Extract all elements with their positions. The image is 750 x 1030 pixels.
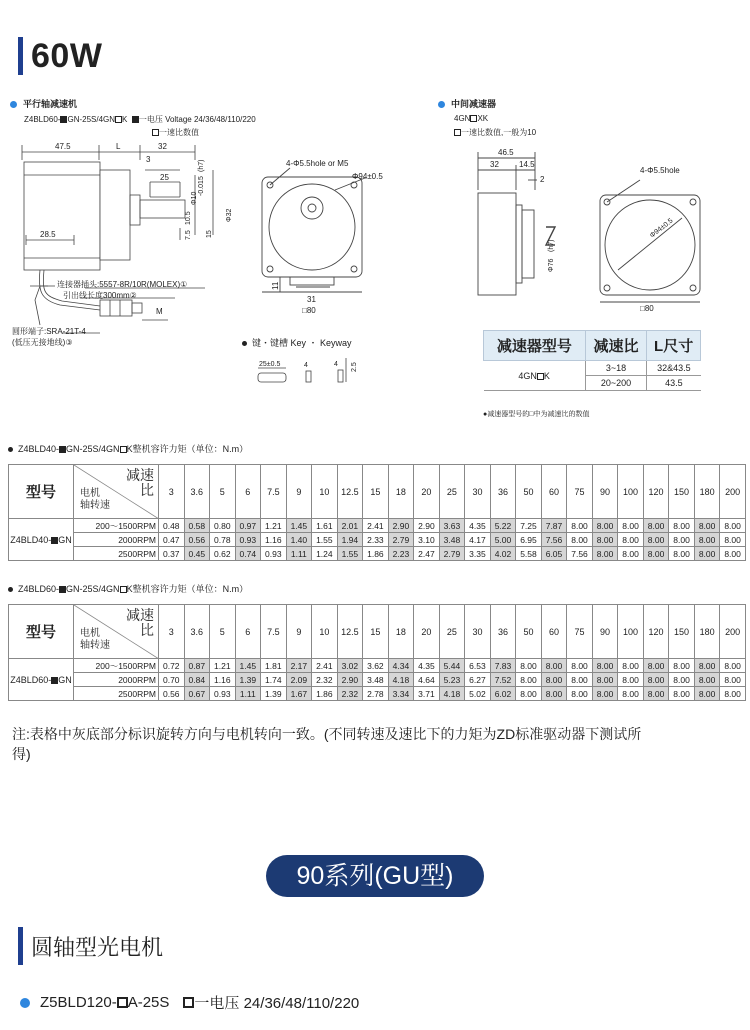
torque-cell: 8.00 <box>694 547 720 561</box>
torque-cell: 8.00 <box>592 673 618 687</box>
ratio-header: 100 <box>618 465 644 519</box>
torque-cell: 2.41 <box>363 519 389 533</box>
torque-cell: 6.05 <box>541 547 567 561</box>
torque-cell: 2.90 <box>414 519 440 533</box>
torque-cell: 2.23 <box>388 547 414 561</box>
torque-cell: 0.84 <box>184 673 210 687</box>
reducer-table <box>483 330 701 391</box>
dim-phi10-fit: (h7) <box>198 159 205 172</box>
key-dim-4b: 4 <box>334 361 338 368</box>
footer-model-line: Z5BLD120- A-25S 一电压 24/36/48/110/220 <box>20 992 359 1013</box>
torque-cell: 8.00 <box>567 687 593 701</box>
torque-cell: 5.22 <box>490 519 516 533</box>
terminal-note: (低压无接地线)③ <box>12 338 73 347</box>
torque-cell: 8.00 <box>567 659 593 673</box>
torque-cell: 3.62 <box>363 659 389 673</box>
torque-cell: 8.00 <box>720 519 746 533</box>
ratio-header: 75 <box>567 605 593 659</box>
ratio-header: 7.5 <box>261 605 287 659</box>
torque-cell: 8.00 <box>541 659 567 673</box>
torque-cell: 7.56 <box>567 547 593 561</box>
torque-cell: 0.80 <box>210 519 236 533</box>
torque-cell: 7.83 <box>490 659 516 673</box>
ratio-header: 3 <box>159 605 185 659</box>
torque-cell: 1.16 <box>210 673 236 687</box>
table-row <box>9 687 746 701</box>
model-cell: Z4BLD60- GN <box>9 659 74 701</box>
ratio-header: 75 <box>567 465 593 519</box>
ratio-header: 25 <box>439 605 465 659</box>
model-cell: Z4BLD40- GN <box>9 519 74 561</box>
torque-cell: 1.24 <box>312 547 338 561</box>
table-note: 注:表格中灰底部分标识旋转方向与电机转向一致。(不同转速及速比下的力矩为ZD标准驱动器下测试所得) <box>12 726 642 762</box>
torque-cell: 8.00 <box>720 533 746 547</box>
connector-label: 连接器插头:5557-8R/10R(MOLEX)① <box>57 280 188 289</box>
ratio-header: 150 <box>669 465 695 519</box>
torque-cell: 8.00 <box>669 519 695 533</box>
dim-phi32: Φ32 <box>226 208 233 222</box>
ratio-header: 20 <box>414 465 440 519</box>
ratio-header: 15 <box>363 465 389 519</box>
torque-cell: 4.34 <box>388 659 414 673</box>
terminal-label: 圆形端子:SRA-21T-4 <box>12 327 86 336</box>
torque-cell: 1.86 <box>363 547 389 561</box>
reducer-ratio-cell: 20~200 <box>585 376 647 391</box>
torque-cell: 2.47 <box>414 547 440 561</box>
torque-cell: 8.00 <box>669 659 695 673</box>
ratio-header: 18 <box>388 465 414 519</box>
right-model-line: 4GN XK <box>454 114 489 123</box>
dim-31: 31 <box>307 295 316 304</box>
torque-table-60w <box>8 604 746 701</box>
heading-accent-bar <box>18 927 23 965</box>
ratio-header: 200 <box>720 465 746 519</box>
torque-cell: 0.62 <box>210 547 236 561</box>
torque-cell: 8.00 <box>720 547 746 561</box>
key-dim-2-5: 2.5 <box>351 362 358 372</box>
dim-47-5: 47.5 <box>55 142 71 151</box>
ratio-header: 3 <box>159 465 185 519</box>
model-header: 型号 <box>9 465 74 519</box>
torque-cell: 8.00 <box>592 533 618 547</box>
torque-cell: 8.00 <box>516 659 542 673</box>
torque-cell: 1.55 <box>337 547 363 561</box>
torque-cell: 8.00 <box>516 673 542 687</box>
speed-cell: 200～1500RPM <box>74 519 159 533</box>
table-row <box>9 659 746 673</box>
ratio-header: 12.5 <box>337 465 363 519</box>
torque-cell: 4.18 <box>388 673 414 687</box>
torque-cell: 3.71 <box>414 687 440 701</box>
reducer-ratio-cell: 3~18 <box>585 361 647 376</box>
torque-cell: 1.61 <box>312 519 338 533</box>
torque-cell: 8.00 <box>669 547 695 561</box>
reducer-model-cell: 4GN K <box>484 361 586 391</box>
torque-caption-2: Z4BLD60- GN-25S/4GN K整机容许力矩（单位：N.m） <box>8 582 248 595</box>
table-row <box>9 673 746 687</box>
torque-cell: 8.00 <box>694 533 720 547</box>
torque-cell: 6.02 <box>490 687 516 701</box>
torque-cell: 5.58 <box>516 547 542 561</box>
torque-cell: 0.58 <box>184 519 210 533</box>
dim-phi10: Φ10 <box>191 191 198 205</box>
torque-cell: 5.02 <box>465 687 491 701</box>
black-dot-icon <box>8 447 13 452</box>
ratio-header: 50 <box>516 465 542 519</box>
empty-box-icon <box>120 586 127 593</box>
torque-cell: 0.72 <box>159 659 185 673</box>
dim-phi76-fit: (h7) <box>548 239 555 252</box>
empty-box-icon <box>183 997 194 1008</box>
torque-cell: 8.00 <box>694 519 720 533</box>
speed-cell: 2000RPM <box>74 673 159 687</box>
torque-cell: 2.33 <box>363 533 389 547</box>
ratio-speed-header: 减速 比 电机 轴转速 <box>74 465 159 519</box>
torque-cell: 2.09 <box>286 673 312 687</box>
dim-28-5: 28.5 <box>40 230 56 239</box>
torque-cell: 7.52 <box>490 673 516 687</box>
torque-cell: 2.01 <box>337 519 363 533</box>
right-ratio-note: 一速比数值,一般为10 <box>454 127 536 138</box>
torque-cell: 0.93 <box>235 533 261 547</box>
torque-cell: 2.79 <box>439 547 465 561</box>
section2-title: 圆轴型光电机 <box>31 934 164 960</box>
torque-cell: 8.00 <box>669 533 695 547</box>
torque-cell: 3.48 <box>439 533 465 547</box>
ratio-header: 90 <box>592 605 618 659</box>
reducer-header-model: 减速器型号 <box>484 331 586 361</box>
dim-14-5: 14.5 <box>519 160 535 169</box>
torque-cell: 6.53 <box>465 659 491 673</box>
torque-cell: 0.37 <box>159 547 185 561</box>
torque-cell: 2.78 <box>363 687 389 701</box>
dim-80-left: □80 <box>302 306 316 315</box>
torque-cell: 5.44 <box>439 659 465 673</box>
torque-cell: 8.00 <box>567 519 593 533</box>
dim-15: 15 <box>206 230 213 238</box>
torque-cell: 6.27 <box>465 673 491 687</box>
table-row <box>9 519 746 533</box>
ratio-header: 6 <box>235 605 261 659</box>
torque-cell: 1.45 <box>286 519 312 533</box>
torque-cell: 0.87 <box>184 659 210 673</box>
torque-cell: 1.39 <box>235 673 261 687</box>
speed-cell: 200～1500RPM <box>74 659 159 673</box>
torque-cell: 0.56 <box>184 533 210 547</box>
dim-11: 11 <box>271 281 280 290</box>
torque-cell: 8.00 <box>643 547 669 561</box>
torque-cell: 8.00 <box>643 659 669 673</box>
torque-cell: 4.35 <box>414 659 440 673</box>
torque-cell: 3.34 <box>388 687 414 701</box>
dim-32: 32 <box>158 142 167 151</box>
torque-cell: 1.11 <box>286 547 312 561</box>
reducer-header-l: L尺寸 <box>647 331 701 361</box>
ratio-header: 120 <box>643 465 669 519</box>
torque-cell: 4.35 <box>465 519 491 533</box>
dim-25: 25 <box>160 173 169 182</box>
torque-cell: 7.87 <box>541 519 567 533</box>
reducer-l-cell: 32&43.5 <box>647 361 701 376</box>
torque-cell: 4.17 <box>465 533 491 547</box>
torque-cell: 8.00 <box>643 533 669 547</box>
torque-cell: 8.00 <box>618 519 644 533</box>
torque-cell: 8.00 <box>592 519 618 533</box>
filled-box-icon <box>59 586 66 593</box>
right-diagram-bullet: 中间减速器 <box>438 97 496 110</box>
dim-10-5: 10.5 <box>185 211 192 225</box>
torque-cell: 1.86 <box>312 687 338 701</box>
ratio-header: 9 <box>286 465 312 519</box>
torque-cell: 8.00 <box>618 673 644 687</box>
torque-cell: 8.00 <box>618 659 644 673</box>
filled-box-icon <box>59 446 66 453</box>
series-button[interactable]: 90系列(GU型) <box>266 855 484 897</box>
torque-cell: 0.67 <box>184 687 210 701</box>
ratio-header: 5 <box>210 605 236 659</box>
right-holes-label: 4-Φ5.5hole <box>640 166 680 175</box>
torque-cell: 8.00 <box>694 673 720 687</box>
torque-cell: 8.00 <box>694 687 720 701</box>
torque-cell: 2.32 <box>312 673 338 687</box>
torque-cell: 8.00 <box>720 673 746 687</box>
dim-L: L <box>116 142 121 151</box>
torque-cell: 8.00 <box>618 547 644 561</box>
ratio-header: 36 <box>490 605 516 659</box>
empty-box-icon <box>120 446 127 453</box>
torque-cell: 0.47 <box>159 533 185 547</box>
ratio-header: 60 <box>541 605 567 659</box>
ratio-header: 7.5 <box>261 465 287 519</box>
torque-cell: 8.00 <box>694 659 720 673</box>
ratio-header: 15 <box>363 605 389 659</box>
torque-cell: 2.32 <box>337 687 363 701</box>
torque-cell: 8.00 <box>567 533 593 547</box>
torque-cell: 1.67 <box>286 687 312 701</box>
torque-cell: 8.00 <box>643 687 669 701</box>
torque-cell: 0.74 <box>235 547 261 561</box>
left-model-line: Z4BLD60- GN-25S/4GN K 一电压 Voltage 24/36/48/110/220 <box>24 115 256 124</box>
ratio-header: 200 <box>720 605 746 659</box>
key-dim-25: 25±0.5 <box>259 361 281 368</box>
dim-3: 3 <box>146 155 151 164</box>
torque-table-40w <box>8 464 746 561</box>
torque-cell: 8.00 <box>567 673 593 687</box>
blue-dot-icon <box>20 998 30 1008</box>
torque-cell: 8.00 <box>592 687 618 701</box>
table-row <box>9 547 746 561</box>
ratio-header: 10 <box>312 605 338 659</box>
torque-cell: 1.21 <box>261 519 287 533</box>
torque-cell: 8.00 <box>541 687 567 701</box>
ratio-header: 20 <box>414 605 440 659</box>
torque-cell: 1.81 <box>261 659 287 673</box>
torque-cell: 3.02 <box>337 659 363 673</box>
ratio-header: 180 <box>694 465 720 519</box>
ratio-header: 9 <box>286 605 312 659</box>
torque-cell: 1.74 <box>261 673 287 687</box>
torque-cell: 2.90 <box>388 519 414 533</box>
torque-cell: 1.45 <box>235 659 261 673</box>
torque-cell: 8.00 <box>669 687 695 701</box>
front-phi94-label: Φ94±0.5 <box>352 172 383 181</box>
torque-cell: 5.23 <box>439 673 465 687</box>
ratio-header: 12.5 <box>337 605 363 659</box>
torque-cell: 6.95 <box>516 533 542 547</box>
ratio-header: 10 <box>312 465 338 519</box>
dim-M: M <box>156 307 163 316</box>
lead-length-label: 引出线长度300mm② <box>63 291 137 300</box>
torque-cell: 8.00 <box>592 659 618 673</box>
speed-cell: 2000RPM <box>74 533 159 547</box>
torque-cell: 3.48 <box>363 673 389 687</box>
reducer-l-cell: 43.5 <box>647 376 701 391</box>
ratio-header: 180 <box>694 605 720 659</box>
table-row <box>9 533 746 547</box>
torque-cell: 8.00 <box>669 673 695 687</box>
torque-cell: 0.56 <box>159 687 185 701</box>
torque-cell: 7.56 <box>541 533 567 547</box>
ratio-header: 6 <box>235 465 261 519</box>
torque-cell: 1.55 <box>312 533 338 547</box>
speed-cell: 2500RPM <box>74 687 159 701</box>
torque-cell: 0.70 <box>159 673 185 687</box>
dim-32-right: 32 <box>490 160 499 169</box>
ratio-header: 30 <box>465 465 491 519</box>
torque-cell: 7.25 <box>516 519 542 533</box>
torque-cell: 2.41 <box>312 659 338 673</box>
torque-cell: 8.00 <box>541 673 567 687</box>
torque-cell: 0.97 <box>235 519 261 533</box>
left-diagram-bullet: 平行轴减速机 <box>10 97 77 110</box>
torque-cell: 0.78 <box>210 533 236 547</box>
torque-cell: 3.63 <box>439 519 465 533</box>
left-ratio-note: 一速比数值 <box>152 127 199 138</box>
model-header: 型号 <box>9 605 74 659</box>
torque-cell: 8.00 <box>643 519 669 533</box>
torque-cell: 2.90 <box>337 673 363 687</box>
torque-cell: 5.00 <box>490 533 516 547</box>
torque-cell: 8.00 <box>516 687 542 701</box>
section2-heading <box>18 926 163 966</box>
torque-cell: 8.00 <box>592 547 618 561</box>
torque-cell: 4.02 <box>490 547 516 561</box>
ratio-header: 36 <box>490 465 516 519</box>
torque-cell: 8.00 <box>643 673 669 687</box>
torque-cell: 1.40 <box>286 533 312 547</box>
torque-cell: 4.64 <box>414 673 440 687</box>
black-dot-icon <box>8 587 13 592</box>
dim-phi10-tol: -0.015 <box>198 176 205 196</box>
torque-cell: 8.00 <box>618 687 644 701</box>
ratio-header: 90 <box>592 465 618 519</box>
ratio-header: 60 <box>541 465 567 519</box>
ratio-header: 100 <box>618 605 644 659</box>
dim-2: 2 <box>540 175 545 184</box>
reducer-header-ratio: 减速比 <box>585 331 647 361</box>
torque-cell: 8.00 <box>720 659 746 673</box>
torque-cell: 8.00 <box>618 533 644 547</box>
reducer-table-note: ●减速器型号的□中为减速比的数值 <box>483 411 590 418</box>
ratio-header: 3.6 <box>184 605 210 659</box>
ratio-header: 50 <box>516 605 542 659</box>
torque-cell: 8.00 <box>720 687 746 701</box>
torque-cell: 1.94 <box>337 533 363 547</box>
torque-cell: 1.16 <box>261 533 287 547</box>
ratio-header: 3.6 <box>184 465 210 519</box>
torque-cell: 3.10 <box>414 533 440 547</box>
empty-box-icon <box>537 373 544 380</box>
torque-cell: 3.35 <box>465 547 491 561</box>
empty-box-icon <box>117 997 128 1008</box>
ratio-header: 18 <box>388 605 414 659</box>
torque-cell: 1.39 <box>261 687 287 701</box>
key-dim-4a: 4 <box>304 362 308 369</box>
ratio-header: 120 <box>643 605 669 659</box>
dim-80-right: □80 <box>640 304 654 313</box>
torque-cell: 4.18 <box>439 687 465 701</box>
ratio-header: 25 <box>439 465 465 519</box>
torque-caption-1: Z4BLD40- GN-25S/4GN K整机容许力矩（单位：N.m） <box>8 442 248 455</box>
torque-cell: 0.45 <box>184 547 210 561</box>
torque-cell: 0.93 <box>210 687 236 701</box>
key-title: 键・键槽 Key ・ Keyway <box>242 336 352 349</box>
torque-cell: 2.79 <box>388 533 414 547</box>
ratio-header: 150 <box>669 605 695 659</box>
torque-cell: 1.21 <box>210 659 236 673</box>
front-holes-label: 4-Φ5.5hole or M5 <box>286 159 349 168</box>
torque-cell: 1.11 <box>235 687 261 701</box>
right-phi94-label: Φ94±0.5 <box>648 217 675 240</box>
torque-cell: 0.48 <box>159 519 185 533</box>
torque-cell: 2.17 <box>286 659 312 673</box>
dim-7-5: 7.5 <box>185 230 192 240</box>
speed-cell: 2500RPM <box>74 547 159 561</box>
ratio-header: 5 <box>210 465 236 519</box>
torque-cell: 0.93 <box>261 547 287 561</box>
dim-phi76: Φ76 <box>548 258 555 272</box>
ratio-speed-header: 减速 比 电机 轴转速 <box>74 605 159 659</box>
dim-46-5: 46.5 <box>498 148 514 157</box>
section-title: 60W <box>31 36 103 75</box>
ratio-header: 30 <box>465 605 491 659</box>
